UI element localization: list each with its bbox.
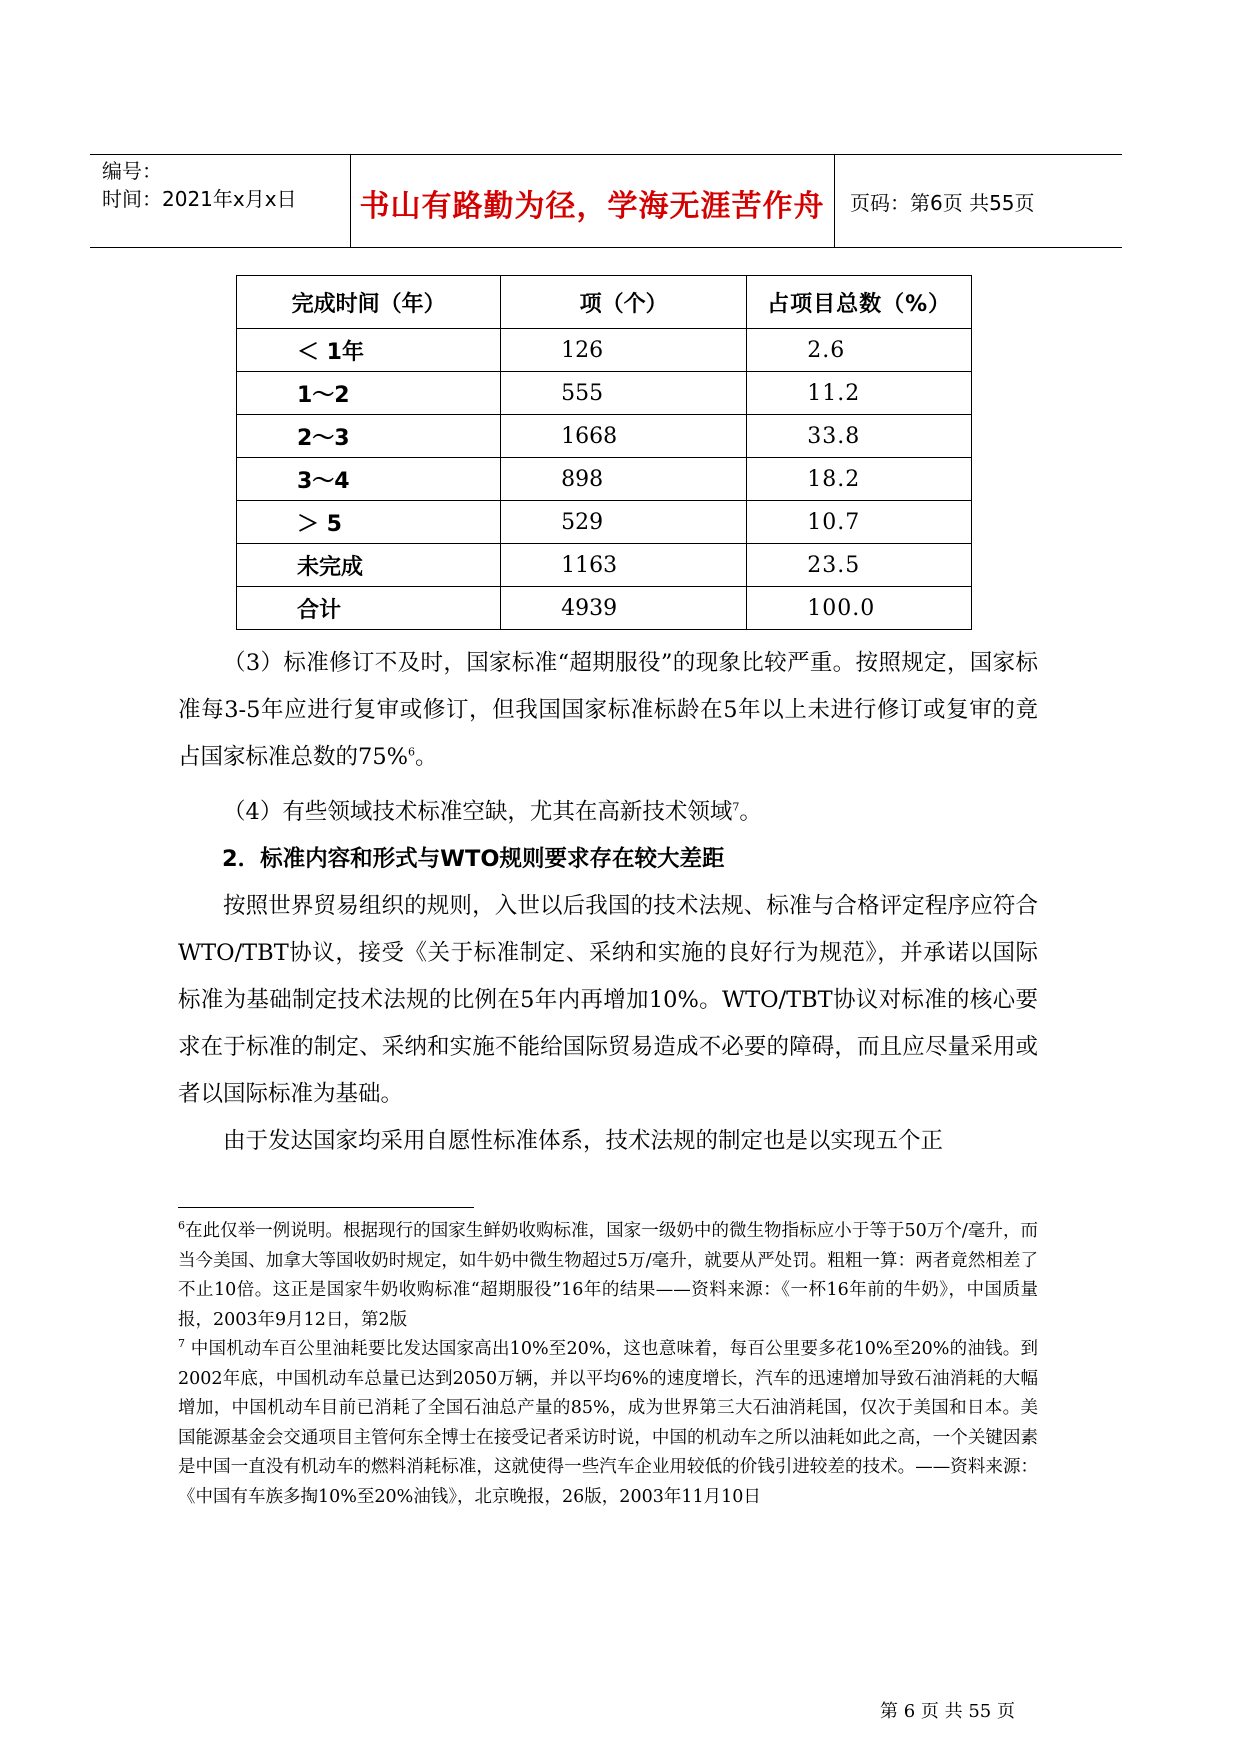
table-cell: 23.5 (747, 544, 972, 587)
table-cell: 529 (501, 501, 747, 544)
table-row (237, 458, 972, 501)
footnote-ref[interactable]: 7 (732, 800, 740, 814)
table-row (237, 372, 972, 415)
body-text (178, 640, 1038, 1165)
document-number-label: 编号： (102, 159, 162, 183)
footnote-7 (178, 1335, 1038, 1512)
table-cell: 33.8 (747, 415, 972, 458)
table-cell: 18.2 (747, 458, 972, 501)
header-meta (102, 157, 297, 213)
table-row (237, 544, 972, 587)
table-row (237, 329, 972, 372)
paragraph-end: 。 (739, 799, 762, 825)
table-header-row (237, 276, 972, 329)
table-cell: 未完成 (237, 544, 501, 587)
section-heading: 2．标准内容和形式与WTO规则要求存在较大差距 (222, 846, 725, 872)
column-header: 完成时间（年） (237, 276, 501, 329)
completion-time-table (236, 275, 972, 630)
column-header: 占项目总数（%） (747, 276, 972, 329)
footnote-mark: 7 (178, 1337, 185, 1351)
table-cell: 3～4 (237, 458, 501, 501)
table-cell: 898 (501, 458, 747, 501)
table-cell: 2.6 (747, 329, 972, 372)
table-cell: 2～3 (237, 415, 501, 458)
table-cell: 4939 (501, 587, 747, 630)
footnote-ref[interactable]: 6 (408, 745, 416, 759)
document-date-label: 时间：2021年x月x日 (102, 187, 297, 211)
table-cell: 100.0 (747, 587, 972, 630)
table-cell: 1～2 (237, 372, 501, 415)
page-footer: 第 6 页 共 55 页 (880, 1701, 1015, 1722)
page-header (90, 154, 1122, 248)
paragraph (178, 640, 1038, 781)
table-row (237, 415, 972, 458)
footnote-mark: 6 (178, 1219, 185, 1233)
table-cell: 11.2 (747, 372, 972, 415)
header-motto: 书山有路勤为径，学海无涯苦作舟 (359, 189, 825, 224)
footnotes (178, 1217, 1038, 1512)
header-page-label: 页码：第6页 共55页 (850, 191, 1035, 215)
table-cell: 1668 (501, 415, 747, 458)
paragraph: 按照世界贸易组织的规则，入世以后我国的技术法规、标准与合格评定程序应符合WTO/TBT协议，接受《关于标准制定、采纳和实施的良好行为规范》，并承诺以国际标准为基础制定技术法规的比例在5年内再增加10%。WTO/TBT协议对标准的核心要求在于标准的制定、采纳和实施不能给国际贸易造成不必要的障碍，而且应尽量采用或者以国际标准为基础。 (178, 893, 1038, 1107)
paragraph: 由于发达国家均采用自愿性标准体系，技术法规的制定也是以实现五个正 (223, 1128, 944, 1154)
footnote-text: 中国机动车百公里油耗要比发达国家高出10%至20%，这也意味着，每百公里要多花10%至20%的油钱。到2002年底，中国机动车总量已达到2050万辆，并以平均6%的速度增长，汽车的迅速增加导致石油消耗的大幅增加，中国机动车目前已消耗了全国石油总产量的85%，成为世界第三大石油消耗国，仅次于美国和日本。美国能源基金会交通项目主管何东全博士在接受记者采访时说，中国的机动车之所以油耗如此之高，一个关键因素是中国一直没有机动车的燃料消耗标准，这就使得一些汽车企业用较低的价钱引进较差的技术。——资料来源：《中国有车族多掏10%至20%油钱》，北京晚报，26版，2003年11月10日 (178, 1339, 1038, 1507)
table-row (237, 587, 972, 630)
paragraph (178, 789, 1038, 836)
paragraph-end: 。 (415, 744, 438, 770)
paragraph-text: （3）标准修订不及时，国家标准“超期服役”的现象比较严重。按照规定，国家标准每3-5年应进行复审或修订，但我国国家标准标龄在5年以上未进行修订或复审的竟占国家标准总数的75% (178, 650, 1038, 770)
footnote-divider (178, 1207, 474, 1208)
table-cell: 126 (501, 329, 747, 372)
footnote-6 (178, 1217, 1038, 1335)
table-cell: ＜ 1年 (237, 329, 501, 372)
table-cell: 1163 (501, 544, 747, 587)
table-cell: 555 (501, 372, 747, 415)
header-divider (834, 155, 835, 247)
table-cell: 10.7 (747, 501, 972, 544)
table-row (237, 501, 972, 544)
table-cell: 合计 (237, 587, 501, 630)
footnote-text: 在此仅举一例说明。根据现行的国家生鲜奶收购标准，国家一级奶中的微生物指标应小于等于50万个/毫升，而当今美国、加拿大等国收奶时规定，如牛奶中微生物超过5万/毫升，就要从严处罚。粗粗一算：两者竟然相差了不止10倍。这正是国家牛奶收购标准“超期服役”16年的结果——资料来源：《一杯16年前的牛奶》，中国质量报，2003年9月12日，第2版 (178, 1221, 1038, 1330)
column-header: 项（个） (501, 276, 747, 329)
paragraph-text: （4）有些领域技术标准空缺，尤其在高新技术领域 (223, 799, 733, 825)
table-cell: ＞ 5 (237, 501, 501, 544)
